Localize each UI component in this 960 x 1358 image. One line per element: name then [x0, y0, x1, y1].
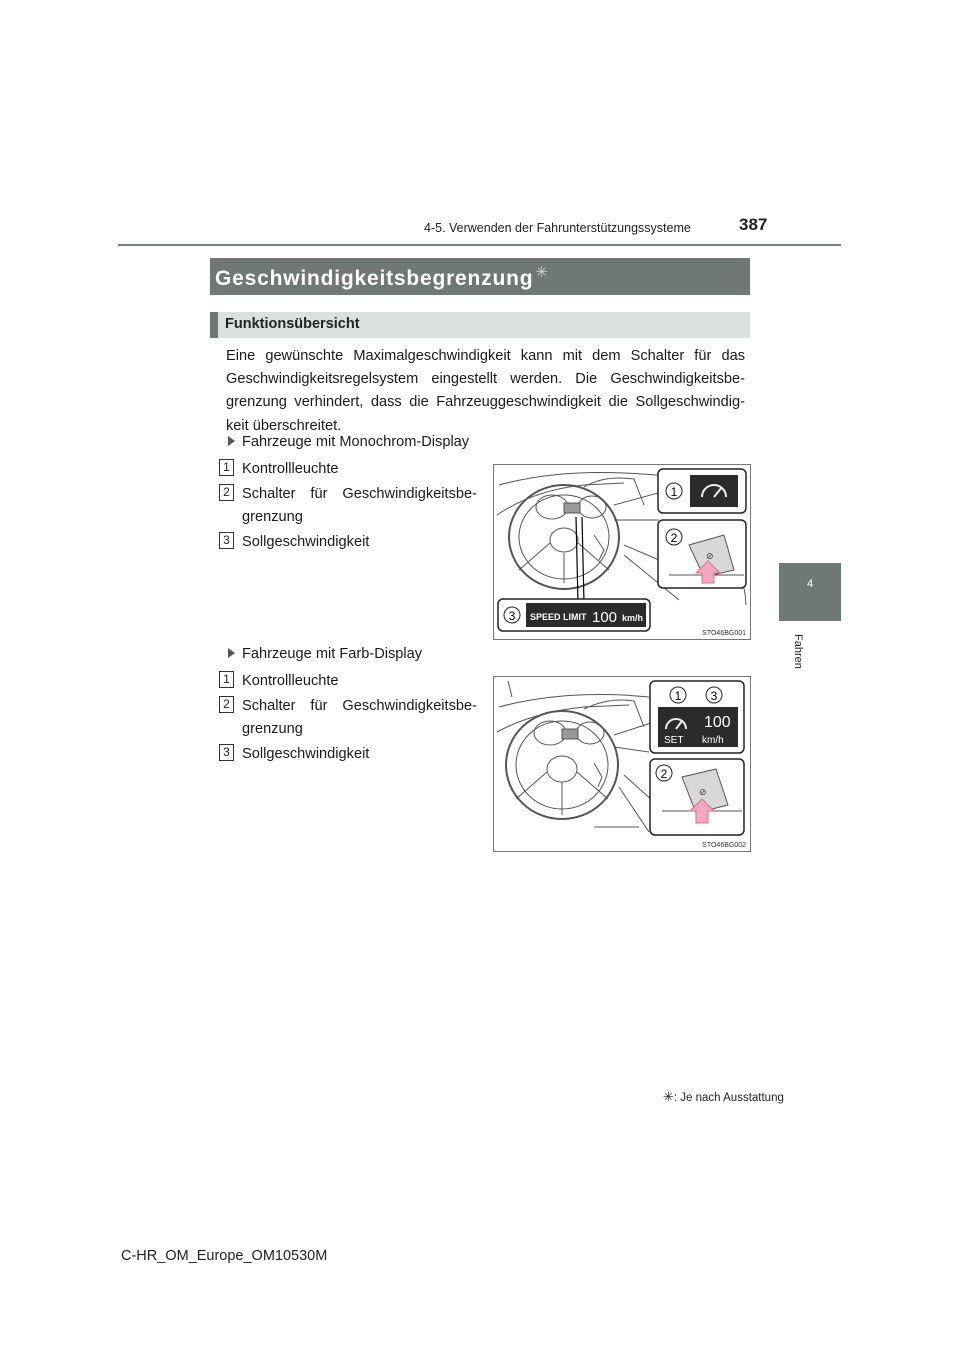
document-footer: C-HR_OM_Europe_OM10530M	[121, 1248, 328, 1264]
display-set-label: SET	[664, 735, 684, 746]
item-label-continued: grenzung	[242, 721, 303, 737]
variant-heading-monochrome	[228, 434, 469, 450]
dashboard-illustration	[494, 465, 750, 639]
item-number: 2	[219, 484, 234, 501]
subsection-accent	[210, 312, 218, 338]
intro-paragraph: Eine gewünschte Maximalgeschwindigkeit kann mit dem Schalter für das Geschwindigkeitsregelsystem eingestellt werden. Die Geschwindigkeitsbe-grenzung verhindert, dass die Fahrzeuggeschwindigkeit die Sollgeschwindig-keit überschreitet.	[226, 348, 745, 434]
item-number: 1	[219, 671, 234, 688]
item-number: 2	[219, 696, 234, 713]
figure-monochrome-display	[493, 464, 751, 640]
display-speed-value: 100	[592, 609, 618, 626]
variant-heading-text: Fahrzeuge mit Monochrom-Display	[242, 434, 470, 450]
footnote-text: : Je nach Ausstattung	[673, 1092, 784, 1104]
triangle-bullet-icon	[228, 648, 235, 658]
figure-code: STO46BG002	[702, 842, 746, 849]
callout-number: 3	[710, 689, 718, 703]
variant-heading-text: Fahrzeuge mit Farb-Display	[242, 646, 423, 662]
figure-code: STO46BG001	[702, 630, 746, 637]
item-number: 3	[219, 532, 234, 549]
item-label: Sollgeschwindigkeit	[242, 534, 370, 550]
equipment-asterisk-icon: ✳	[535, 264, 549, 281]
display-speed-unit: km/h	[622, 613, 644, 623]
item-number: 3	[219, 744, 234, 761]
dashboard-illustration	[494, 677, 750, 851]
running-header-section: 4-5. Verwenden der Fahrunterstützungssysteme	[424, 221, 691, 235]
footnote	[663, 1089, 784, 1105]
display-speed-unit: km/h	[702, 735, 724, 746]
variant-heading-color	[228, 646, 422, 662]
section-title	[215, 263, 549, 291]
chapter-tab-label: Fahren	[792, 634, 804, 669]
chapter-tab	[779, 563, 841, 621]
item-label: Kontrollleuchte	[242, 461, 339, 477]
item-label: Kontrollleuchte	[242, 673, 339, 689]
section-title-text: Geschwindigkeitsbegrenzung	[215, 267, 534, 290]
callout-number: 1	[674, 689, 682, 703]
lever-speed-icon: ⊘	[706, 552, 714, 562]
display-speed-limit-label: SPEED LIMIT	[530, 612, 587, 622]
page-number: 387	[739, 215, 768, 234]
figure-color-display	[493, 676, 751, 852]
item-label: Schalter für Geschwindigkeitsbe-	[242, 698, 477, 714]
item-number: 1	[219, 459, 234, 476]
triangle-bullet-icon	[228, 436, 235, 446]
subsection-title: Funktionsübersicht	[225, 316, 360, 332]
item-label: Schalter für Geschwindigkeitsbe-	[242, 486, 477, 502]
display-speed-value: 100	[704, 714, 731, 731]
item-label: Sollgeschwindigkeit	[242, 746, 370, 762]
callout-number: 2	[670, 531, 678, 545]
callout-number: 2	[660, 767, 668, 781]
equipment-asterisk-icon: ✳	[663, 1089, 674, 1104]
chapter-tab-number: 4	[806, 578, 814, 590]
header-rule	[118, 244, 841, 246]
callout-number: 3	[508, 609, 516, 623]
callout-number: 1	[670, 485, 678, 499]
lever-speed-icon: ⊘	[699, 788, 707, 798]
item-label-continued: grenzung	[242, 509, 303, 525]
